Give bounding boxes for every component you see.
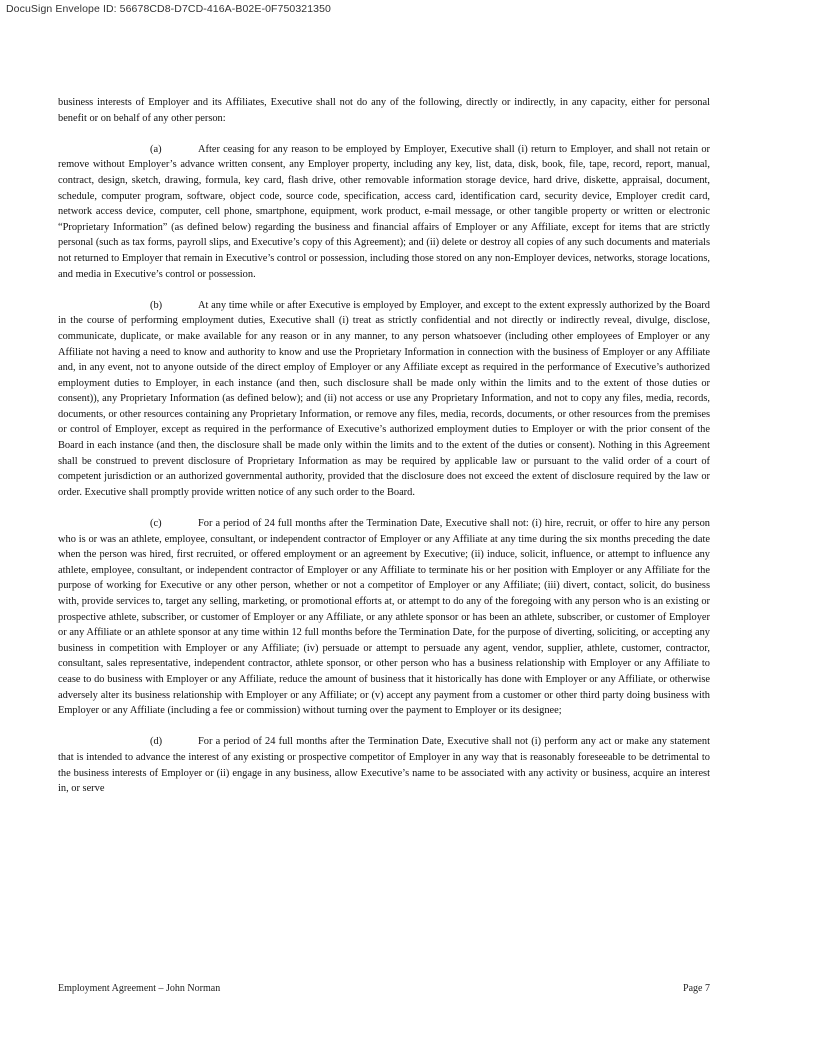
clause-d	[58, 734, 710, 796]
clause-c	[58, 516, 710, 719]
docusign-envelope-id: DocuSign Envelope ID: 56678CD8-D7CD-416A-B02E-0F750321350	[6, 3, 331, 15]
clause-b	[58, 298, 710, 501]
clause-text: After ceasing for any reason to be employed by Employer, Executive shall (i) return to Employer, and shall not retain or remove without Employer’s advance written consent, any Employer property, including any key, list, data, disk, book, file, tape, record, report, manual, contract, design, sketch, drawing, formula, key card, flash drive, other removable information storage device, hard drive, diskette, appraisal, document, schedule, computer program, software, object code, source code, specification, access card, identification card, security device, Employer credit card, network access device, computer, cell phone, smartphone, equipment, work product, e-mail message, or other tangible property or written or electronic “Proprietary Information” (as defined below) regarding the business and financial affairs of Employer or any Affiliate, except for items that are strictly personal (such as tax forms, payroll slips, and Executive’s copy of this Agreement); and (ii) delete or destroy all copies of any such documents and materials not returned to Employer that remain in Executive’s control or possession, including those stored on any non-Employer devices, networks, storage locations, and media in Executive’s control or possession.	[58, 143, 710, 280]
clause-text: For a period of 24 full months after the Termination Date, Executive shall not: (i) hire, recruit, or offer to hire any person who is or was an athlete, employee, consultant, or independent contractor of Employer or any Affiliate at any time during the six months preceding the date when the person was hired, first recruited, or offered employment or an agreement by Executive; (ii) induce, solicit, influence, or attempt to influence any athlete, employee, consultant, or independent contractor of Employer or any Affiliate to terminate his or her position with Employer or any Affiliate for the purpose of working for Executive or any other person, whether or not a competitor of Employer or any Affiliate; (iii) divert, contact, solicit, do business with, provide services to, target any selling, marketing, or promotional efforts at, or attempt to do any of the foregoing with any person who is an existing or prospective athlete, subscriber, or customer of Employer or any Affiliate, or any athlete sponsor or has been an athlete, subscriber, or customer of Employer or any Affiliate or an athlete sponsor at any time within 12 full months before the Termination Date, for the purpose of diverting, soliciting, or accepting any business in competition with Employer or any Affiliate; (iv) persuade or attempt to persuade any agent, vendor, supplier, athlete, customer, contractor, consultant, sales representative, independent contractor, athlete sponsor, or other person who has a business relationship with Employer or any Affiliate to cease to do business with Employer or any Affiliate, reduce the amount of business that it historically has done with Employer or any Affiliate, or otherwise adversely alter its business relationship with Employer or any Affiliate; or (v) accept any payment from a customer or other third party doing business with Employer or any Affiliate (including a fee or commission) without turning over the payment to Employer or its designee;	[58, 518, 710, 717]
footer-document-title: Employment Agreement – John Norman	[58, 983, 221, 994]
clause-a	[58, 142, 710, 282]
document-body	[58, 95, 710, 797]
clause-label: (d)	[150, 736, 163, 748]
lead-paragraph: business interests of Employer and its Affiliates, Executive shall not do any of the following, directly or indirectly, in any capacity, either for personal benefit or on behalf of any other person:	[58, 97, 710, 124]
clause-text: At any time while or after Executive is employed by Employer, and except to the extent expressly authorized by the Board in the course of performing employment duties, Executive shall (i) treat as strictly confidential and not directly or indirectly reveal, divulge, disclose, communicate, duplicate, or make available for any reason or in any manner, to any person whatsoever (including other employees of Employer or any Affiliate not having a need to know and authority to know and use the Proprietary Information in connection with the business of Employer or any Affiliate and, in any event, not to anyone outside of the direct employ of Employer or any Affiliate except as required in the performance of Executive’s authorized employment duties to Employer, in each instance (and then, such disclosure shall be made only within the limits and to the extent of those duties or consent)), any Proprietary Information (as defined below); and (ii) not access or use any Proprietary Information, and not to copy any files, media, records, documents, or other resources containing any Proprietary Information, or remove any files, media, records, documents, or other resources from the premises or control of Employer, except as required in the performance of Executive’s authorized employment duties to Employer or with the prior consent of the Board in each instance (and then, the disclosure shall be made only within the limits and to the extent of the duties or consent). Nothing in this Agreement shall be construed to prevent disclosure of Proprietary Information as may be required by applicable law or pursuant to the valid order of a court of competent jurisdiction or an authorized governmental authority, provided that the disclosure does not exceed the extent of disclosure required by the law or order. Executive shall promptly provide written notice of any such order to the Board.	[58, 299, 710, 498]
footer-page-number: Page 7	[683, 983, 710, 994]
clause-label: (c)	[150, 518, 162, 530]
clause-label: (a)	[150, 143, 162, 155]
clause-label: (b)	[150, 299, 163, 311]
clause-text: For a period of 24 full months after the Termination Date, Executive shall not (i) perform any act or make any statement that is intended to advance the interest of any existing or prospective competitor of Employer in any way that is reasonably foreseeable to be detrimental to the business interests of Employer or (ii) engage in any business, allow Executive’s name to be associated with any activity or business, acquire an interest in, or serve	[58, 736, 710, 795]
